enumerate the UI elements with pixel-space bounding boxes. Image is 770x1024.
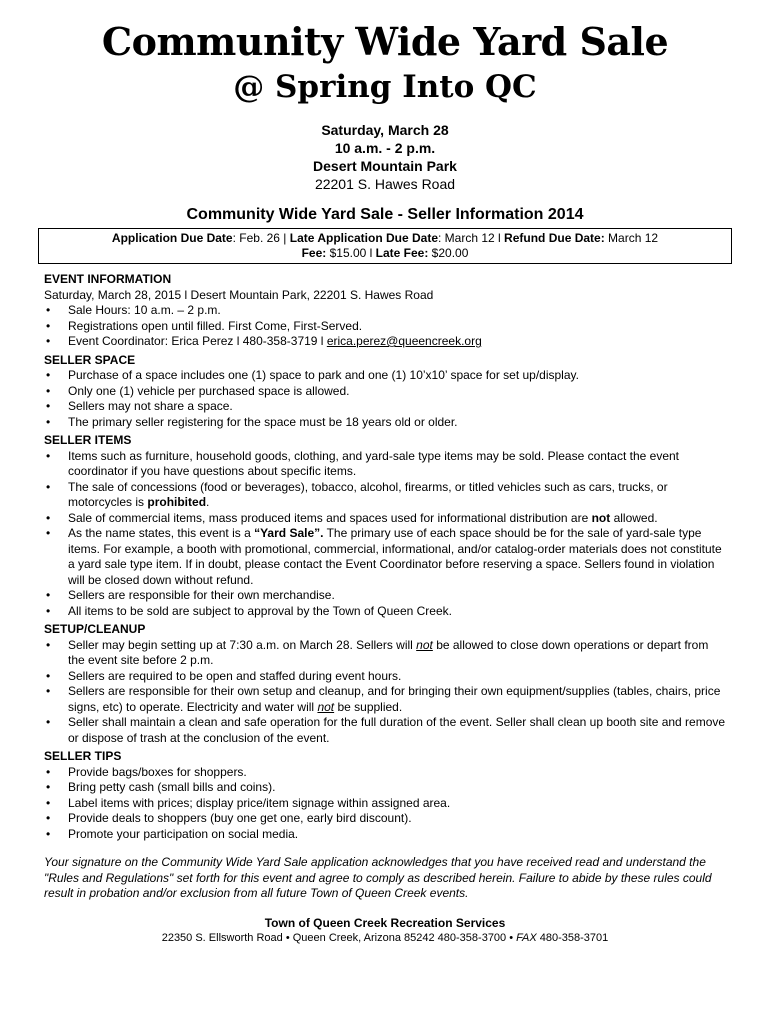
seller-space-list <box>44 368 726 430</box>
event-details <box>44 121 726 193</box>
bullet-icon: • <box>46 780 51 794</box>
setup-cleanup-heading: SETUP/CLEANUP <box>44 622 146 636</box>
list-item <box>44 669 726 685</box>
list-item-text: The sale of concessions (food or beverages), tobacco, alcohol, firearms, or titled vehicles such as cars, trucks, or motorcycles is <box>68 479 668 509</box>
bullet-icon: • <box>46 764 51 779</box>
list-item-text: The primary use of each space should be for the sale of yard-sale type items. For example, a booth with promotional, commercial, informational, and/or catalog-order materials does not constitute a yard sale type item. If in doubt, please contact the Event Coordinator before reserving a space. Sellers found in violation will be closed down without refund. <box>68 526 722 587</box>
list-item <box>44 334 726 350</box>
list-item-text: Purchase of a space includes one (1) space to park and one (1) 10’x10’ space for set up/display. <box>68 368 579 382</box>
list-item-text: Bring petty cash (small bills and coins). <box>68 780 276 794</box>
list-item-text: allowed. <box>610 510 658 525</box>
event-time: 10 a.m. - 2 p.m. <box>334 140 436 156</box>
emphasis-text: not <box>416 637 433 652</box>
list-item-text: be supplied. <box>334 699 403 714</box>
bullet-icon: • <box>46 334 51 348</box>
bullet-icon: • <box>46 448 51 463</box>
event-info-line: Saturday, March 28, 2015 l Desert Mountain Park, 22201 S. Hawes Road <box>44 287 434 302</box>
list-item-text: Sale Hours: 10 a.m. – 2 p.m. <box>68 303 221 317</box>
fees-line <box>43 246 727 261</box>
seller-info-heading: Community Wide Yard Sale - Seller Information 2014 <box>186 206 584 223</box>
list-item-text: . <box>206 495 210 509</box>
list-item-text: Label items with prices; display price/item signage within assigned area. <box>68 795 451 810</box>
application-due-value: : Feb. 26 | <box>232 231 290 245</box>
list-item <box>44 399 726 415</box>
bullet-icon: • <box>46 668 51 683</box>
bullet-icon: • <box>46 383 51 398</box>
list-item <box>44 765 726 781</box>
fax-number: 480-358-3701 <box>536 931 609 944</box>
list-item <box>44 604 726 620</box>
bullet-icon: • <box>46 603 51 618</box>
list-item-text: Provide deals to shoppers (buy one get one, early bird discount). <box>68 811 412 825</box>
fee-value: $15.00 l <box>326 246 376 260</box>
emphasis-text: not <box>317 699 335 714</box>
late-fee-value: $20.00 <box>428 246 469 260</box>
bullet-icon: • <box>46 399 51 413</box>
seller-tips-list <box>44 765 726 843</box>
coordinator-email-link[interactable]: erica.perez@queencreek.org <box>326 334 482 348</box>
list-item <box>44 638 726 669</box>
bullet-icon: • <box>46 510 51 525</box>
fee-label: Fee: <box>301 246 327 260</box>
bullet-icon: • <box>46 368 51 382</box>
list-item-text: As the name states, this event is a <box>68 526 255 540</box>
list-item <box>44 480 726 511</box>
event-address: 22201 S. Hawes Road <box>314 176 456 192</box>
list-item-text: Sellers are required to be open and staffed during event hours. <box>68 668 402 683</box>
list-item-text: Seller may begin setting up at 7:30 a.m. on March 28. Sellers will <box>68 637 417 652</box>
list-item <box>44 384 726 400</box>
due-dates-box <box>38 228 732 264</box>
signature-acknowledgement: Your signature on the Community Wide Yard Sale application acknowledges that you have received read and understand the "Rules and Regulations" set forth for this event and agree to comply as described herein. Failure to abide by these rules could result in probation and/or exclusion from all future Town of Queen Creek events. <box>44 855 712 900</box>
application-due-label: Application Due Date <box>111 231 233 245</box>
list-item-text: Registrations open until filled. First Come, First-Served. <box>68 318 363 333</box>
seller-items-heading: SELLER ITEMS <box>44 433 132 447</box>
list-item <box>44 319 726 335</box>
list-item-text: Sale of commercial items, mass produced items and spaces used for informational distribution are <box>68 510 592 525</box>
list-item <box>44 780 726 796</box>
footer <box>44 916 726 945</box>
list-item <box>44 368 726 384</box>
bullet-icon: • <box>46 826 51 841</box>
bullet-icon: • <box>46 414 51 429</box>
late-due-value: : March 12 l <box>438 231 505 245</box>
event-date: Saturday, March 28 <box>321 122 449 138</box>
footer-address: 22350 S. Ellsworth Road • Queen Creek, Arizona 85242 480-358-3700 • <box>161 931 517 944</box>
list-item-text: Sellers are responsible for their own setup and cleanup, and for bringing their own equipment/supplies (tables, chairs, price signs, etc) to operate. Electricity and water will <box>68 684 721 714</box>
due-dates-line <box>43 231 727 246</box>
list-item <box>44 827 726 843</box>
emphasis-text: “Yard Sale”. <box>254 526 324 540</box>
footer-organization: Town of Queen Creek Recreation Services <box>264 915 506 930</box>
list-item <box>44 588 726 604</box>
list-item-text: The primary seller registering for the space must be 18 years old or older. <box>68 414 458 429</box>
list-item-text: Only one (1) vehicle per purchased space is allowed. <box>68 383 350 398</box>
list-item <box>44 415 726 431</box>
bullet-icon: • <box>46 318 51 333</box>
list-item-text: Event Coordinator: Erica Perez l 480-358-3719 l <box>68 334 327 348</box>
list-item-text: Sellers may not share a space. <box>68 399 233 413</box>
list-item <box>44 526 726 588</box>
event-info-heading: EVENT INFORMATION <box>44 272 172 286</box>
footer-contact <box>44 931 726 945</box>
list-item-text: Sellers are responsible for their own merchandise. <box>68 588 335 602</box>
list-item <box>44 715 726 746</box>
bullet-icon: • <box>46 811 51 825</box>
list-item <box>44 811 726 827</box>
refund-due-label: Refund Due Date: <box>504 231 605 245</box>
page-subtitle: @ Spring Into QC <box>233 69 537 105</box>
list-item <box>44 449 726 480</box>
bullet-icon: • <box>46 684 51 698</box>
seller-items-list <box>44 449 726 620</box>
bullet-icon: • <box>46 588 51 602</box>
bullet-icon: • <box>46 303 51 317</box>
setup-cleanup-list <box>44 638 726 747</box>
emphasis-text: prohibited <box>147 495 207 509</box>
list-item-text: Seller shall maintain a clean and safe operation for the full duration of the event. Seller shall clean up booth site and remove or dispose of trash at the conclusion of the event. <box>68 715 726 745</box>
list-item-text: Items such as furniture, household goods, clothing, and yard-sale type items may be sold. Please contact the event coordinator if you have questions about specific items. <box>68 448 680 478</box>
bullet-icon: • <box>46 637 51 652</box>
late-fee-label: Late Fee: <box>375 246 429 260</box>
list-item <box>44 796 726 812</box>
seller-tips-heading: SELLER TIPS <box>44 749 122 763</box>
fax-label: FAX <box>516 931 537 944</box>
emphasis-text: not <box>591 510 611 525</box>
list-item <box>44 684 726 715</box>
list-item-text: Provide bags/boxes for shoppers. <box>68 764 247 779</box>
bullet-icon: • <box>46 795 51 810</box>
seller-space-heading: SELLER SPACE <box>44 352 136 367</box>
bullet-icon: • <box>46 526 51 540</box>
late-due-label: Late Application Due Date <box>289 231 439 245</box>
bullet-icon: • <box>46 479 51 494</box>
list-item <box>44 303 726 319</box>
document-body <box>44 272 726 945</box>
list-item-text: All items to be sold are subject to approval by the Town of Queen Creek. <box>68 603 452 618</box>
event-info-list <box>44 303 726 350</box>
list-item <box>44 511 726 527</box>
bullet-icon: • <box>46 715 51 729</box>
page-title: Community Wide Yard Sale <box>101 19 669 64</box>
refund-due-value: March 12 <box>604 231 659 245</box>
event-venue: Desert Mountain Park <box>313 158 457 174</box>
list-item-text: be allowed to close down operations or depart from the event site before 2 p.m. <box>68 637 709 667</box>
list-item-text: Promote your participation on social media. <box>68 826 299 841</box>
